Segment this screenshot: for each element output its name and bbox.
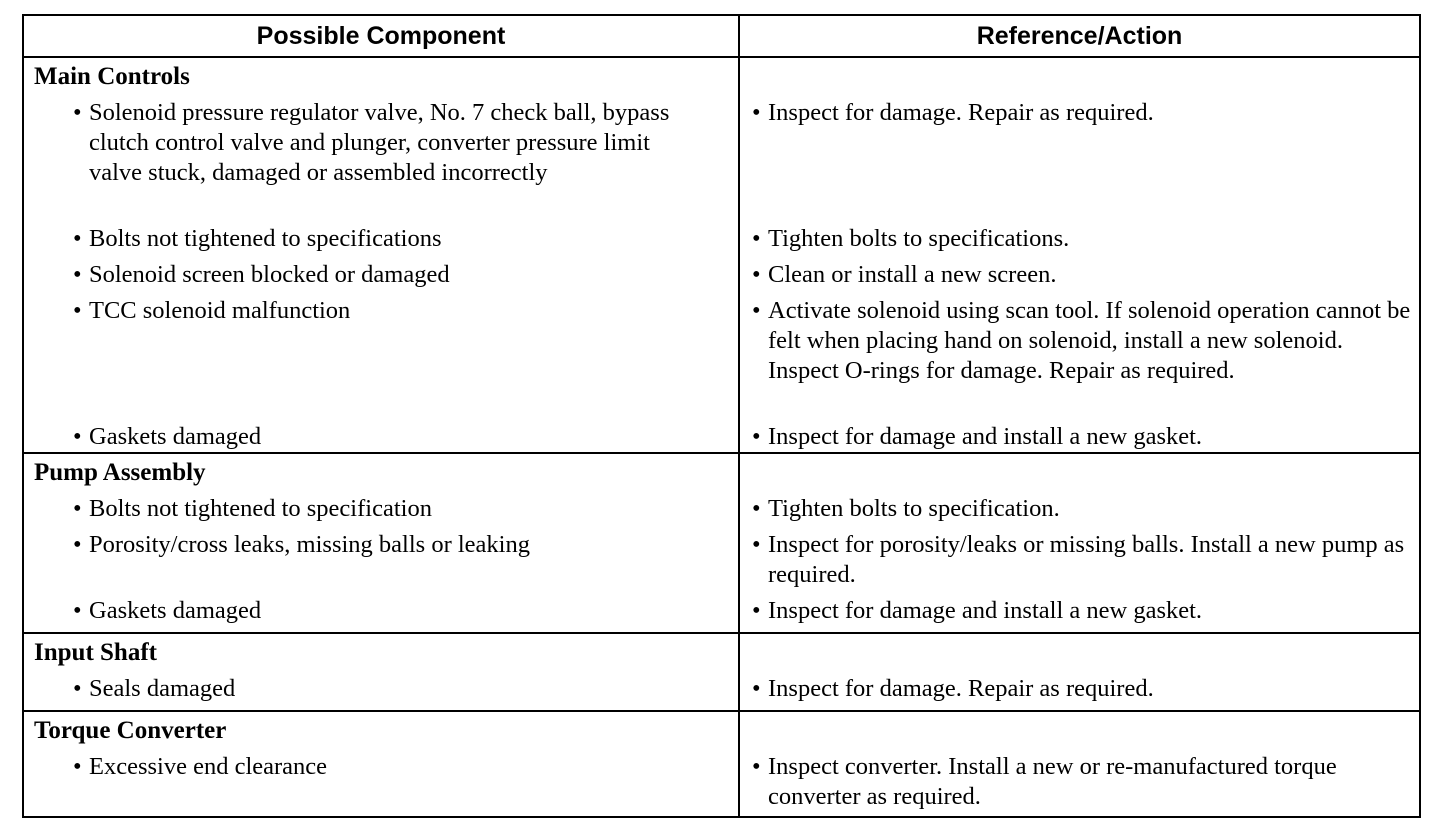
list-item: • Inspect for damage and install a new gasket. bbox=[752, 423, 1203, 450]
list-item: • Inspect for damage and install a new gasket. bbox=[752, 597, 1203, 624]
list-item: • Clean or install a new screen. bbox=[752, 261, 1057, 288]
header-possible-component: Possible Component bbox=[23, 15, 739, 57]
list-item: • Solenoid screen blocked or damaged bbox=[73, 261, 450, 288]
header-reference-action: Reference/Action bbox=[739, 15, 1420, 57]
section-input-shaft bbox=[23, 633, 1420, 711]
section-title: Input Shaft bbox=[34, 639, 157, 666]
action-cell bbox=[739, 453, 1420, 633]
section-torque-converter bbox=[23, 711, 1420, 817]
component-cell bbox=[23, 633, 739, 711]
section-title: Torque Converter bbox=[34, 717, 227, 744]
section-main-controls bbox=[23, 57, 1420, 453]
list-item: • TCC solenoid malfunction bbox=[73, 297, 351, 324]
section-title: Pump Assembly bbox=[34, 459, 206, 486]
list-item: • Inspect converter. Install a new or re-manufactured torque converter as required. bbox=[752, 753, 1337, 810]
list-item: • Porosity/cross leaks, missing balls or leaking bbox=[73, 531, 530, 558]
list-item: • Inspect for porosity/leaks or missing balls. Install a new pump as required. bbox=[752, 531, 1405, 588]
section-pump-assembly bbox=[23, 453, 1420, 633]
list-item: • Gaskets damaged bbox=[73, 597, 262, 624]
header-row bbox=[23, 15, 1420, 57]
list-item: • Tighten bolts to specification. bbox=[752, 495, 1060, 522]
action-cell bbox=[739, 57, 1420, 453]
component-cell bbox=[23, 57, 739, 453]
action-cell bbox=[739, 633, 1420, 711]
list-item: • Seals damaged bbox=[73, 675, 236, 702]
diagnosis-table bbox=[22, 14, 1421, 818]
list-item: • Tighten bolts to specifications. bbox=[752, 225, 1070, 252]
list-item: • Inspect for damage. Repair as required. bbox=[752, 99, 1154, 126]
list-item: • Inspect for damage. Repair as required. bbox=[752, 675, 1154, 702]
list-item: • Solenoid pressure regulator valve, No. 7 check ball, bypass clutch control valve and plunger, converter pressure limit valve stuck, damaged or assembled incorrectly bbox=[73, 99, 670, 186]
list-item: • Gaskets damaged bbox=[73, 423, 262, 450]
list-item: • Excessive end clearance bbox=[73, 753, 328, 780]
list-item: • Activate solenoid using scan tool. If solenoid operation cannot be felt when placing hand on solenoid, install a new solenoid. Inspect O-rings for damage. Repair as required. bbox=[752, 297, 1411, 384]
component-cell bbox=[23, 453, 739, 633]
list-item: • Bolts not tightened to specifications bbox=[73, 225, 442, 252]
action-cell bbox=[739, 711, 1420, 817]
list-item: • Bolts not tightened to specification bbox=[73, 495, 432, 522]
section-title: Main Controls bbox=[34, 63, 190, 90]
component-cell bbox=[23, 711, 739, 817]
